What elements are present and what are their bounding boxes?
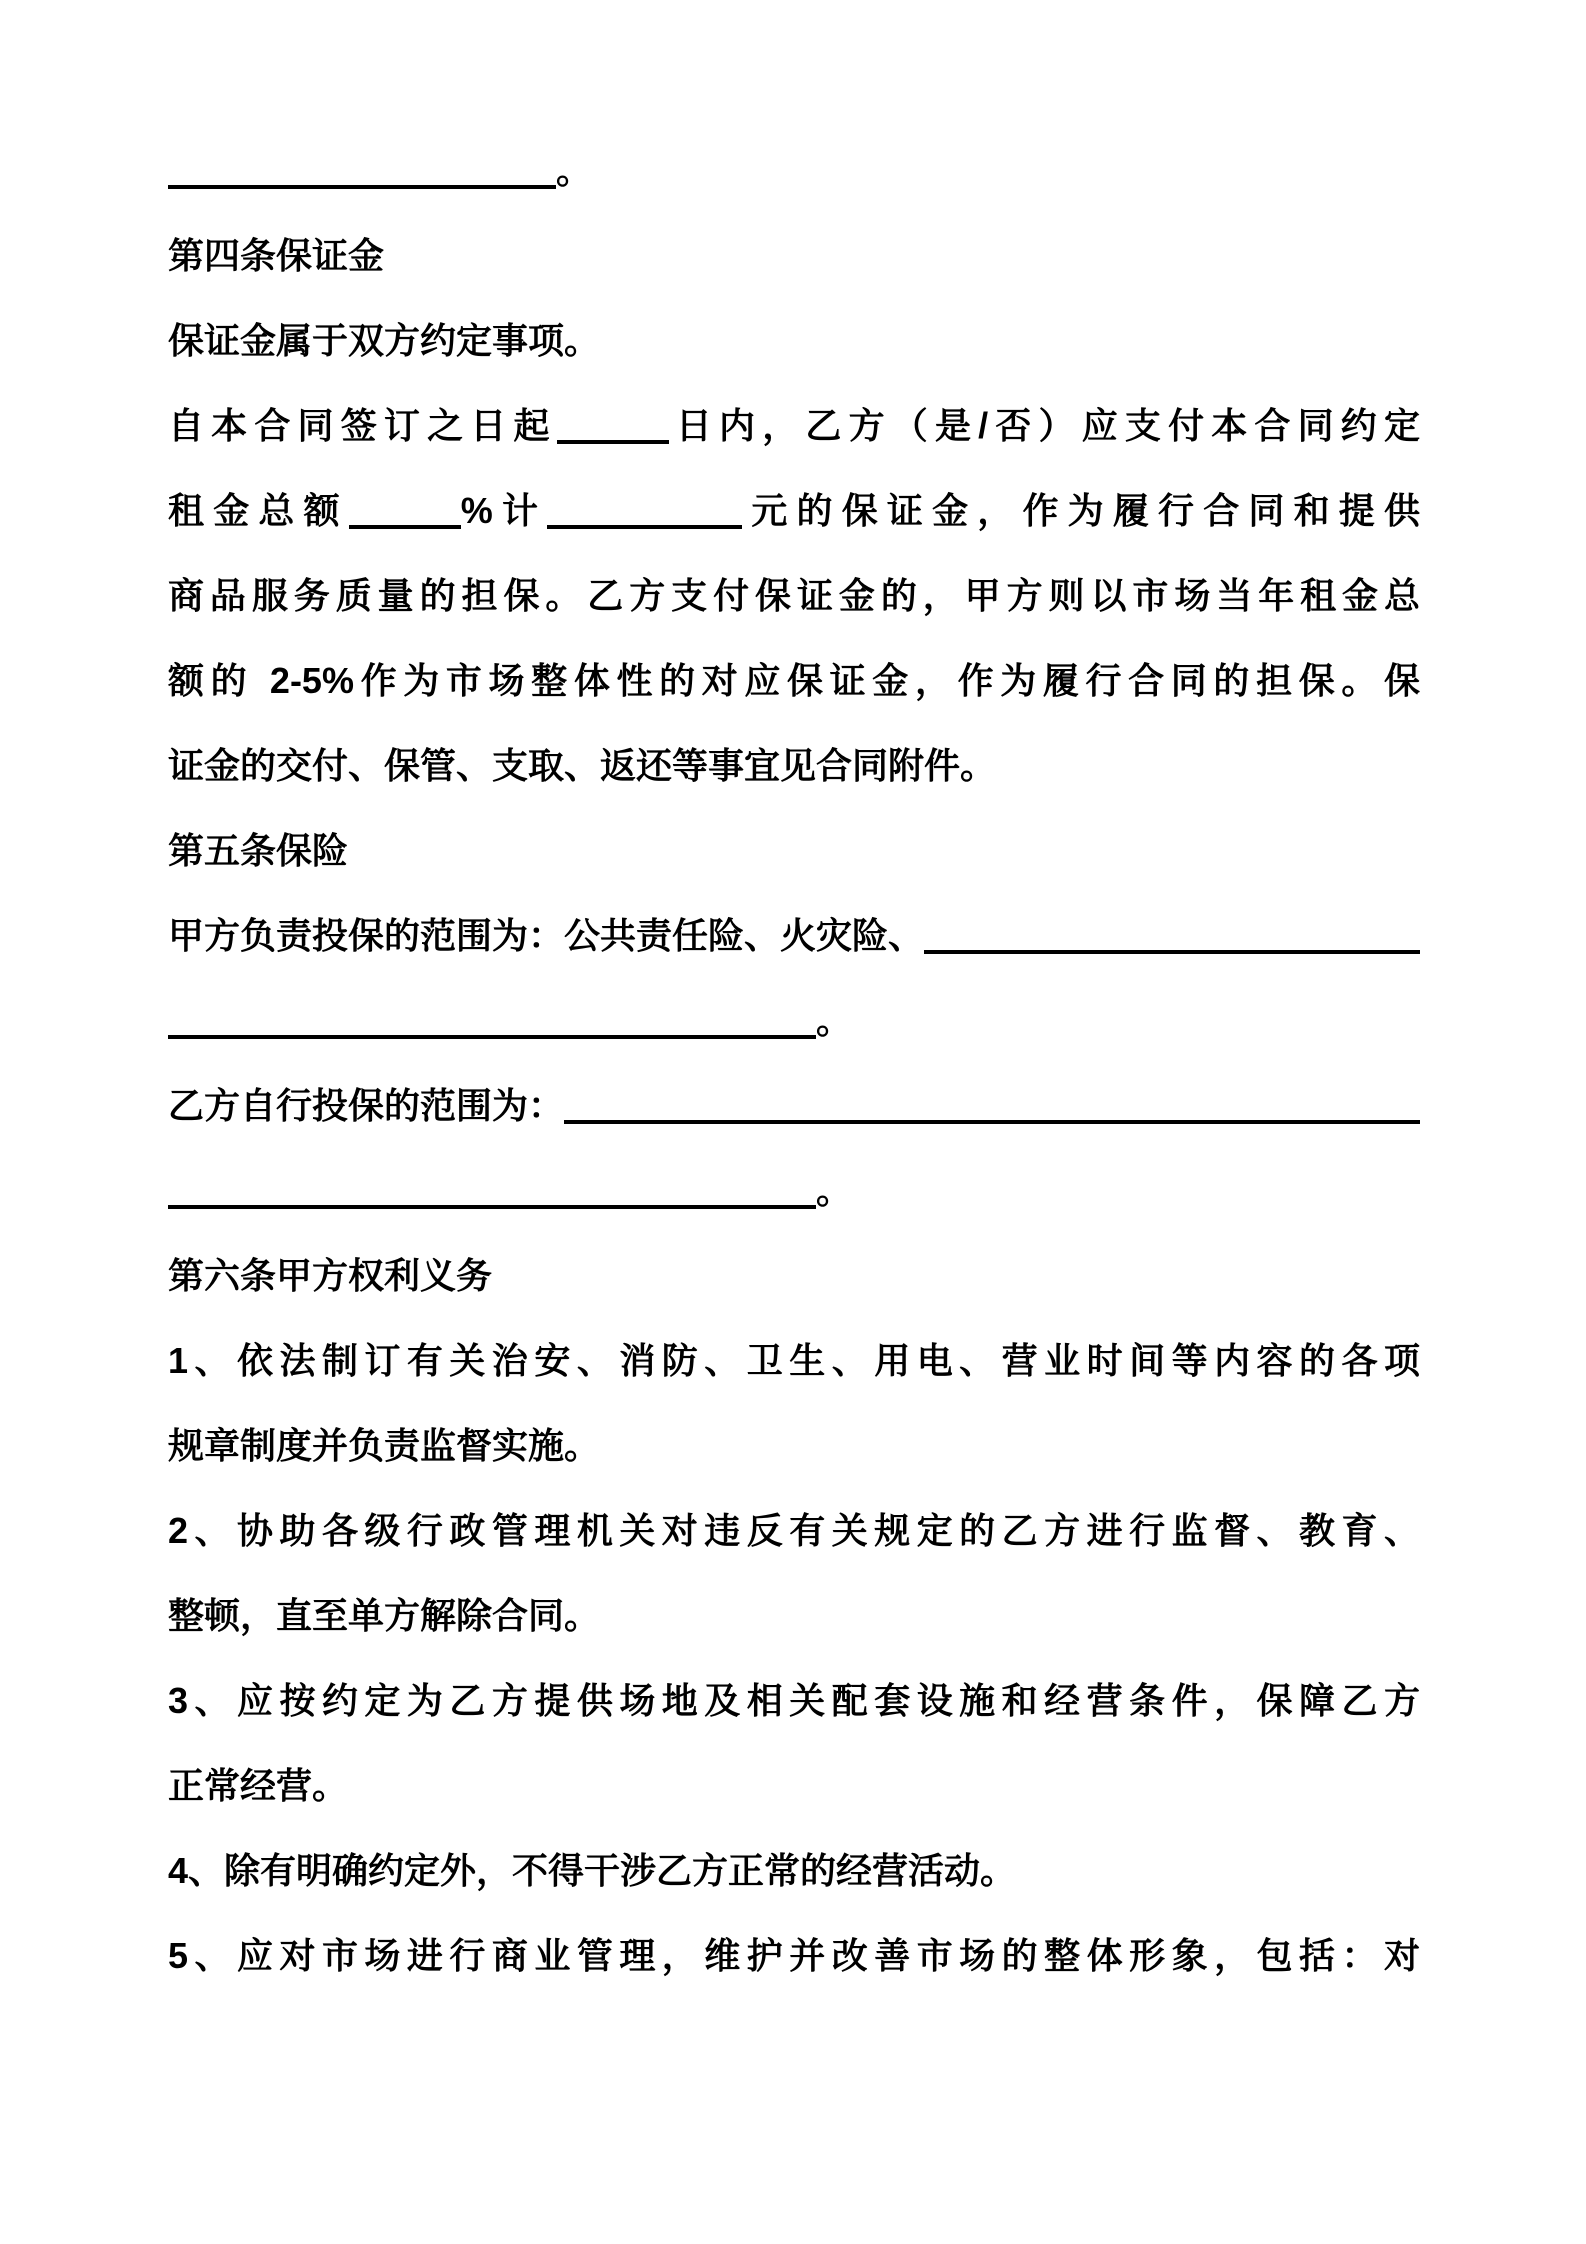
paragraph-line (168, 1913, 1420, 1998)
fill-in-blank-underline (168, 1035, 816, 1039)
text-run: 。 (556, 150, 593, 191)
paragraph-line (168, 1828, 1420, 1913)
fill-in-blank-underline (547, 525, 742, 529)
paragraph-line (168, 723, 1420, 808)
text-run: 。 (816, 1170, 853, 1211)
blank-fill-line (168, 1148, 1420, 1233)
text-run: 自本合同签订之日起 (168, 405, 557, 446)
paragraph-line (168, 1573, 1420, 1658)
article-6-heading (168, 1233, 1420, 1318)
text-run: 日内，乙方（是/否）应支付本合同约定 (668, 405, 1420, 446)
article-5-heading (168, 808, 1420, 893)
text-run: 。 (816, 1000, 853, 1041)
paragraph-line (168, 893, 1420, 978)
paragraph-line (168, 638, 1420, 723)
paragraph-line (168, 1743, 1420, 1828)
article-4-heading (168, 213, 1420, 298)
fill-in-blank-underline (557, 440, 669, 444)
blank-fill-line (168, 978, 1420, 1063)
text-run: 租金总额 (168, 490, 349, 531)
text-run: 元的保证金，作为履行合同和提供 (742, 490, 1420, 531)
paragraph-line (168, 1403, 1420, 1488)
paragraph-line (168, 468, 1420, 553)
fill-in-blank-underline (168, 185, 556, 189)
text-run: 保证金属于双方约定事项。 (168, 320, 601, 361)
text-run: 3、应按约定为乙方提供场地及相关配套设施和经营条件，保障乙方 (168, 1680, 1420, 1721)
fill-in-blank-underline (349, 525, 461, 529)
text-run: %计 (460, 490, 548, 531)
text-run: 第四条保证金 (168, 235, 385, 276)
paragraph-line (168, 1318, 1420, 1403)
fill-in-blank-underline (564, 1120, 1420, 1124)
text-run: 5、应对市场进行商业管理，维护并改善市场的整体形象，包括：对 (168, 1935, 1420, 1976)
text-run: 2、协助各级行政管理机关对违反有关规定的乙方进行监督、教育、 (168, 1510, 1420, 1551)
text-run: 1、依法制订有关治安、消防、卫生、用电、营业时间等内容的各项 (168, 1340, 1420, 1381)
text-run: 乙方自行投保的范围为： (168, 1085, 565, 1126)
paragraph-line (168, 1658, 1420, 1743)
paragraph-line (168, 298, 1420, 383)
text-run: 正常经营。 (168, 1765, 349, 1806)
blank-fill-line (168, 128, 1420, 213)
paragraph-line (168, 383, 1420, 468)
text-run: 第五条保险 (168, 830, 349, 871)
paragraph-line (168, 1488, 1420, 1573)
text-run: 第六条甲方权利义务 (168, 1255, 493, 1296)
text-run: 整顿，直至单方解除合同。 (168, 1595, 601, 1636)
paragraph-line (168, 1063, 1420, 1148)
text-run: 额的 2-5%作为市场整体性的对应保证金，作为履行合同的担保。保 (168, 660, 1420, 701)
text-run: 商品服务质量的担保。乙方支付保证金的，甲方则以市场当年租金总 (168, 575, 1420, 616)
text-run: 4、除有明确约定外，不得干涉乙方正常的经营活动。 (168, 1850, 1017, 1891)
fill-in-blank-underline (168, 1205, 816, 1209)
text-run: 规章制度并负责监督实施。 (168, 1425, 601, 1466)
text-run: 甲方负责投保的范围为：公共责任险、火灾险、 (168, 915, 925, 956)
paragraph-line (168, 553, 1420, 638)
fill-in-blank-underline (924, 950, 1420, 954)
text-run: 证金的交付、保管、支取、返还等事宜见合同附件。 (168, 745, 997, 786)
